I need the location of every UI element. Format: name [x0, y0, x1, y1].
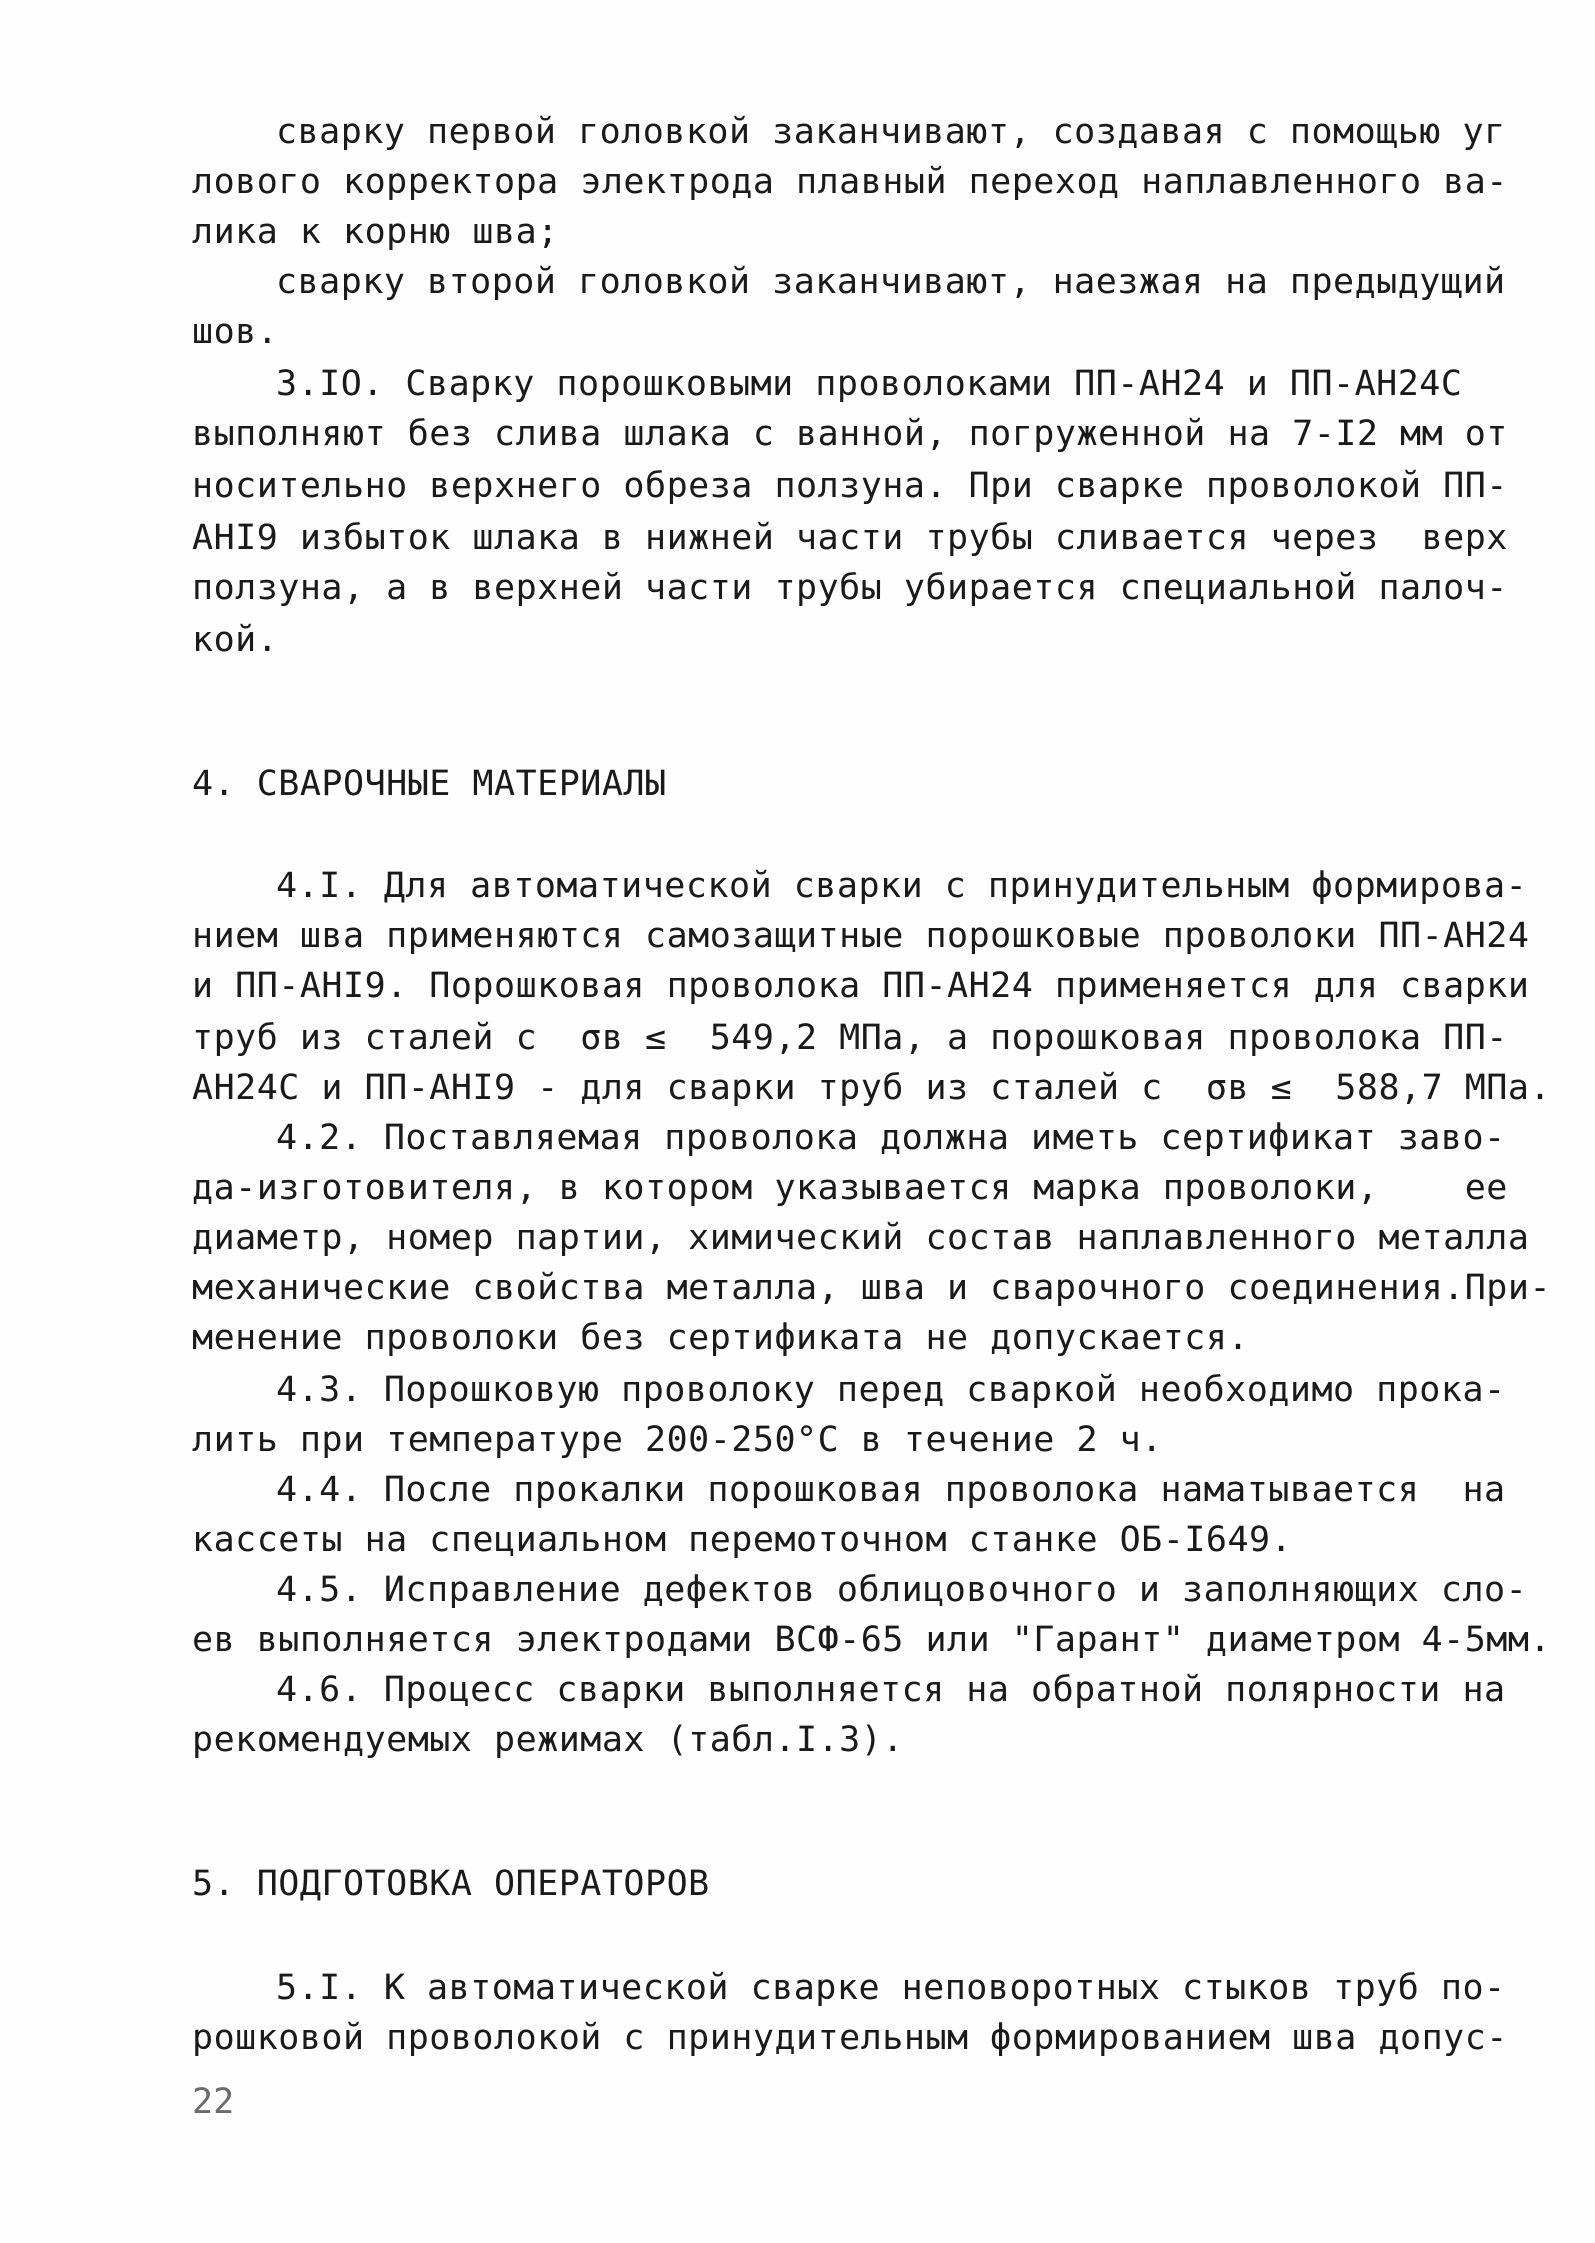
text-line: рошковой проволокой с принудительным формированием шва допус-: [192, 2018, 1508, 2058]
text-line: диаметр, номер партии, химический состав наплавленного металла: [192, 1218, 1530, 1258]
text-line: носительно верхнего обреза ползуна. При сварке проволокой ПП-: [192, 466, 1508, 506]
text-line: кассеты на специальном перемоточном станке ОБ-I649.: [192, 1520, 1293, 1560]
text-line: сварку второй головкой заканчивают, наезжая на предыдущий: [276, 262, 1506, 302]
text-line: да-изготовителя, в котором указывается марка проволоки, ее: [192, 1168, 1508, 1208]
text-line: рекомендуемых режимах (табл.I.3).: [192, 1720, 904, 1760]
text-line: ев выполняется электродами ВСФ-65 или "Гарант" диаметром 4-5мм.: [192, 1620, 1552, 1660]
text-line: 4.5. Исправление дефектов облицовочного и заполняющих сло-: [276, 1570, 1528, 1610]
text-line: лового корректора электрода плавный переход наплавленного ва-: [192, 162, 1508, 202]
text-line: 4.3. Порошковую проволоку перед сваркой необходимо прока-: [276, 1370, 1506, 1410]
text-line: кой.: [192, 620, 279, 660]
text-line: лить при температуре 200-250°С в течение 2 ч.: [192, 1420, 1163, 1460]
text-line: 4.6. Процесс сварки выполняется на обратной полярности на: [276, 1670, 1506, 1710]
page-number: 22: [192, 2082, 235, 2122]
text-line: нием шва применяются самозащитные порошковые проволоки ПП-АН24: [192, 916, 1530, 956]
text-line: АН24С и ПП-АНI9 - для сварки труб из сталей с σв ≤ 588,7 МПа.: [192, 1068, 1552, 1108]
text-line: сварку первой головкой заканчивают, создавая с помощью уг: [276, 112, 1506, 152]
text-line: 4.I. Для автоматической сварки с принудительным формирова-: [276, 866, 1528, 906]
text-line: менение проволоки без сертификата не допускается.: [192, 1318, 1250, 1358]
text-line: труб из сталей с σв ≤ 549,2 МПа, а порошковая проволока ПП-: [192, 1018, 1508, 1058]
text-line: механические свойства металла, шва и сварочного соединения.При-: [192, 1268, 1552, 1308]
text-line: шов.: [192, 312, 279, 352]
section-heading: 5. ПОДГОТОВКА ОПЕРАТОРОВ: [192, 1864, 710, 1904]
text-line: лика к корню шва;: [192, 212, 559, 252]
text-line: 3.IO. Сварку порошковыми проволоками ПП-АН24 и ПП-АН24С: [276, 364, 1463, 404]
text-line: и ПП-АНI9. Порошковая проволока ПП-АН24 применяется для сварки: [192, 966, 1530, 1006]
text-line: АНI9 избыток шлака в нижней части трубы сливается через верх: [192, 518, 1508, 558]
section-heading: 4. СВАРОЧНЫЕ МАТЕРИАЛЫ: [192, 764, 667, 804]
text-line: ползуна, а в верхней части трубы убирается специальной палоч-: [192, 568, 1508, 608]
text-line: выполняют без слива шлака с ванной, погруженной на 7-I2 мм от: [192, 414, 1508, 454]
text-line: 4.4. После прокалки порошковая проволока наматывается на: [276, 1470, 1506, 1510]
text-line: 4.2. Поставляемая проволока должна иметь сертификат заво-: [276, 1118, 1506, 1158]
text-line: 5.I. К автоматической сварке неповоротных стыков труб по-: [276, 1968, 1506, 2008]
